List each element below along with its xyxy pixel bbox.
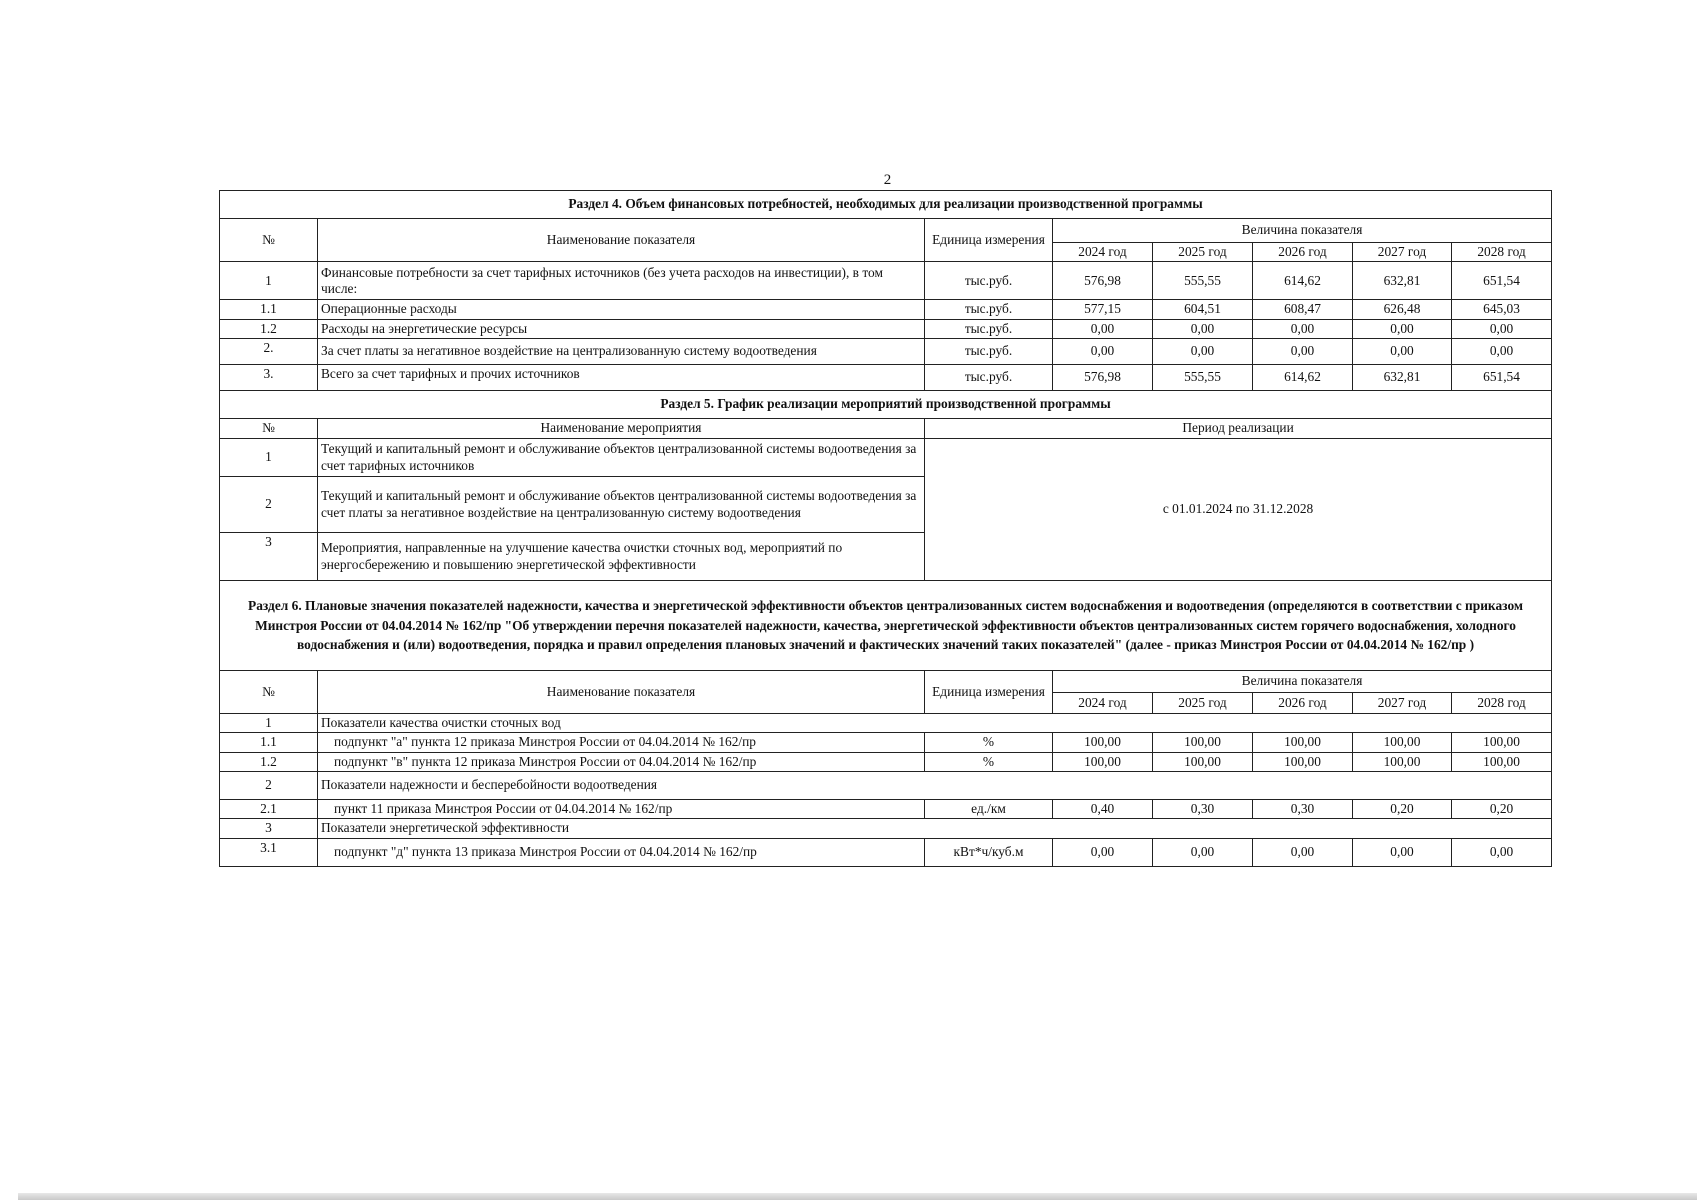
row-value: 100,00 bbox=[1353, 733, 1452, 752]
group-row bbox=[220, 819, 1552, 838]
table-row bbox=[220, 262, 1552, 300]
row-value: 100,00 bbox=[1452, 752, 1552, 771]
page-number: 2 bbox=[883, 172, 892, 188]
row-number: 3. bbox=[220, 365, 318, 391]
row-value: 0,30 bbox=[1153, 800, 1253, 819]
row-unit: % bbox=[925, 733, 1053, 752]
year-header: 2025 год bbox=[1153, 693, 1253, 714]
row-number: 3 bbox=[220, 533, 318, 581]
row-number: 3.1 bbox=[220, 838, 318, 866]
table-row bbox=[220, 800, 1552, 819]
row-value: 0,00 bbox=[1253, 339, 1353, 365]
row-value: 0,00 bbox=[1353, 319, 1452, 338]
row-value: 0,00 bbox=[1353, 339, 1452, 365]
row-value: 645,03 bbox=[1452, 300, 1552, 319]
row-unit: тыс.руб. bbox=[925, 300, 1053, 319]
column-header-name: Наименование показателя bbox=[318, 671, 925, 714]
row-unit: тыс.руб. bbox=[925, 262, 1053, 300]
year-header: 2028 год bbox=[1452, 243, 1552, 262]
row-value: 100,00 bbox=[1053, 733, 1153, 752]
row-value: 100,00 bbox=[1253, 752, 1353, 771]
row-value: 0,00 bbox=[1153, 838, 1253, 866]
group-row bbox=[220, 772, 1552, 800]
year-header: 2024 год bbox=[1053, 693, 1153, 714]
row-value: 576,98 bbox=[1053, 262, 1153, 300]
row-name: Расходы на энергетические ресурсы bbox=[318, 319, 925, 338]
row-number: 1.1 bbox=[220, 300, 318, 319]
table-row bbox=[220, 339, 1552, 365]
section4-header-row bbox=[220, 219, 1552, 243]
year-header: 2025 год bbox=[1153, 243, 1253, 262]
row-number: 1.2 bbox=[220, 752, 318, 771]
group-name: Показатели качества очистки сточных вод bbox=[318, 714, 1552, 733]
row-value: 0,20 bbox=[1353, 800, 1452, 819]
row-name: За счет платы за негативное воздействие на централизованную систему водоотведения bbox=[318, 339, 925, 365]
row-name: подпункт "д" пункта 13 приказа Минстроя России от 04.04.2014 № 162/пр bbox=[318, 838, 925, 866]
row-unit: тыс.руб. bbox=[925, 339, 1053, 365]
row-value: 0,00 bbox=[1353, 838, 1452, 866]
year-header: 2027 год bbox=[1353, 243, 1452, 262]
year-header: 2028 год bbox=[1452, 693, 1552, 714]
row-number: 3 bbox=[220, 819, 318, 838]
row-name: пункт 11 приказа Минстроя России от 04.04.2014 № 162/пр bbox=[318, 800, 925, 819]
column-header-name: Наименование мероприятия bbox=[318, 419, 925, 439]
row-value: 0,00 bbox=[1153, 319, 1253, 338]
section5-header-row bbox=[220, 419, 1552, 439]
row-value: 0,00 bbox=[1153, 339, 1253, 365]
year-header: 2024 год bbox=[1053, 243, 1153, 262]
row-number: 1.2 bbox=[220, 319, 318, 338]
year-header: 2027 год bbox=[1353, 693, 1452, 714]
row-value: 0,00 bbox=[1253, 838, 1353, 866]
row-name: Операционные расходы bbox=[318, 300, 925, 319]
row-unit: ед./км bbox=[925, 800, 1053, 819]
row-value: 632,81 bbox=[1353, 262, 1452, 300]
row-value: 100,00 bbox=[1053, 752, 1153, 771]
row-unit: кВт*ч/куб.м bbox=[925, 838, 1053, 866]
row-value: 0,00 bbox=[1053, 838, 1153, 866]
row-value: 0,00 bbox=[1253, 319, 1353, 338]
row-value: 0,00 bbox=[1053, 339, 1153, 365]
row-value: 555,55 bbox=[1153, 262, 1253, 300]
column-header-number: № bbox=[220, 671, 318, 714]
table-row bbox=[220, 733, 1552, 752]
row-value: 614,62 bbox=[1253, 365, 1353, 391]
row-unit: тыс.руб. bbox=[925, 319, 1053, 338]
row-value: 626,48 bbox=[1353, 300, 1452, 319]
section5-title: Раздел 5. График реализации мероприятий производственной программы bbox=[220, 391, 1552, 419]
row-value: 100,00 bbox=[1153, 733, 1253, 752]
row-value: 0,20 bbox=[1452, 800, 1552, 819]
section6-header-row bbox=[220, 671, 1552, 693]
row-value: 100,00 bbox=[1153, 752, 1253, 771]
section6-title-row bbox=[220, 581, 1552, 671]
column-header-name: Наименование показателя bbox=[318, 219, 925, 262]
row-name: Текущий и капитальный ремонт и обслуживание объектов централизованной системы водоотведения за счет тарифных источников bbox=[318, 439, 925, 477]
row-name: Всего за счет тарифных и прочих источников bbox=[318, 365, 925, 391]
row-value: 0,00 bbox=[1053, 319, 1153, 338]
section4-title-row bbox=[220, 191, 1552, 219]
row-name: подпункт "в" пункта 12 приказа Минстроя России от 04.04.2014 № 162/пр bbox=[318, 752, 925, 771]
section5-title-row bbox=[220, 391, 1552, 419]
row-value: 651,54 bbox=[1452, 365, 1552, 391]
table-row bbox=[220, 752, 1552, 771]
row-value: 555,55 bbox=[1153, 365, 1253, 391]
year-header: 2026 год bbox=[1253, 693, 1353, 714]
section4-title: Раздел 4. Объем финансовых потребностей, необходимых для реализации производственной программы bbox=[220, 191, 1552, 219]
row-number: 1.1 bbox=[220, 733, 318, 752]
group-name: Показатели энергетической эффективности bbox=[318, 819, 1552, 838]
table-row bbox=[220, 439, 1552, 477]
row-unit: % bbox=[925, 752, 1053, 771]
table-row bbox=[220, 365, 1552, 391]
column-header-value: Величина показателя bbox=[1053, 219, 1552, 243]
row-value: 0,00 bbox=[1452, 319, 1552, 338]
column-header-unit: Единица измерения bbox=[925, 671, 1053, 714]
row-value: 0,30 bbox=[1253, 800, 1353, 819]
column-header-number: № bbox=[220, 219, 318, 262]
row-value: 576,98 bbox=[1053, 365, 1153, 391]
row-value: 614,62 bbox=[1253, 262, 1353, 300]
row-value: 632,81 bbox=[1353, 365, 1452, 391]
group-row bbox=[220, 714, 1552, 733]
row-unit: тыс.руб. bbox=[925, 365, 1053, 391]
row-name: Финансовые потребности за счет тарифных источников (без учета расходов на инвестиции), в том числе: bbox=[318, 262, 925, 300]
row-number: 1 bbox=[220, 262, 318, 300]
row-name: Мероприятия, направленные на улучшение качества очистки сточных вод, мероприятий по энергосбережению и повышению энергетической эффективности bbox=[318, 533, 925, 581]
column-header-period: Период реализации bbox=[925, 419, 1552, 439]
section6-title: Раздел 6. Плановые значения показателей надежности, качества и энергетической эффективности объектов централизованных систем водоснабжения и водоотведения (определяются в соответствии с приказом Минстроя России от 04.04.2014 № 162/пр "Об утверждении перечня показателей надежности, качества, энергетической эффективности объектов централизованных систем горячего водоснабжения, холодного водоснабжения и (или) водоотведения, порядка и правил определения плановых значений и фактических значений таких показателей" (далее - приказ Минстроя России от 04.04.2014 № 162/пр ) bbox=[220, 581, 1552, 671]
row-name: Текущий и капитальный ремонт и обслуживание объектов централизованной системы водоотведения за счет платы за негативное воздействие на централизованную систему водоотведения bbox=[318, 477, 925, 533]
document-table bbox=[219, 190, 1552, 867]
row-value: 0,40 bbox=[1053, 800, 1153, 819]
row-number: 2 bbox=[220, 477, 318, 533]
table-row bbox=[220, 838, 1552, 866]
column-header-number: № bbox=[220, 419, 318, 439]
implementation-period: с 01.01.2024 по 31.12.2028 bbox=[925, 439, 1552, 581]
row-value: 608,47 bbox=[1253, 300, 1353, 319]
row-value: 604,51 bbox=[1153, 300, 1253, 319]
group-name: Показатели надежности и бесперебойности водоотведения bbox=[318, 772, 1552, 800]
row-number: 2.1 bbox=[220, 800, 318, 819]
row-value: 577,15 bbox=[1053, 300, 1153, 319]
row-value: 651,54 bbox=[1452, 262, 1552, 300]
row-value: 100,00 bbox=[1253, 733, 1353, 752]
column-header-value: Величина показателя bbox=[1053, 671, 1552, 693]
year-header: 2026 год bbox=[1253, 243, 1353, 262]
row-number: 2. bbox=[220, 339, 318, 365]
row-number: 2 bbox=[220, 772, 318, 800]
row-number: 1 bbox=[220, 714, 318, 733]
row-value: 100,00 bbox=[1353, 752, 1452, 771]
row-value: 0,00 bbox=[1452, 838, 1552, 866]
scan-edge bbox=[18, 1193, 1697, 1200]
column-header-unit: Единица измерения bbox=[925, 219, 1053, 262]
row-number: 1 bbox=[220, 439, 318, 477]
row-name: подпункт "а" пункта 12 приказа Минстроя России от 04.04.2014 № 162/пр bbox=[318, 733, 925, 752]
row-value: 100,00 bbox=[1452, 733, 1552, 752]
table-row bbox=[220, 319, 1552, 338]
table-row bbox=[220, 300, 1552, 319]
row-value: 0,00 bbox=[1452, 339, 1552, 365]
